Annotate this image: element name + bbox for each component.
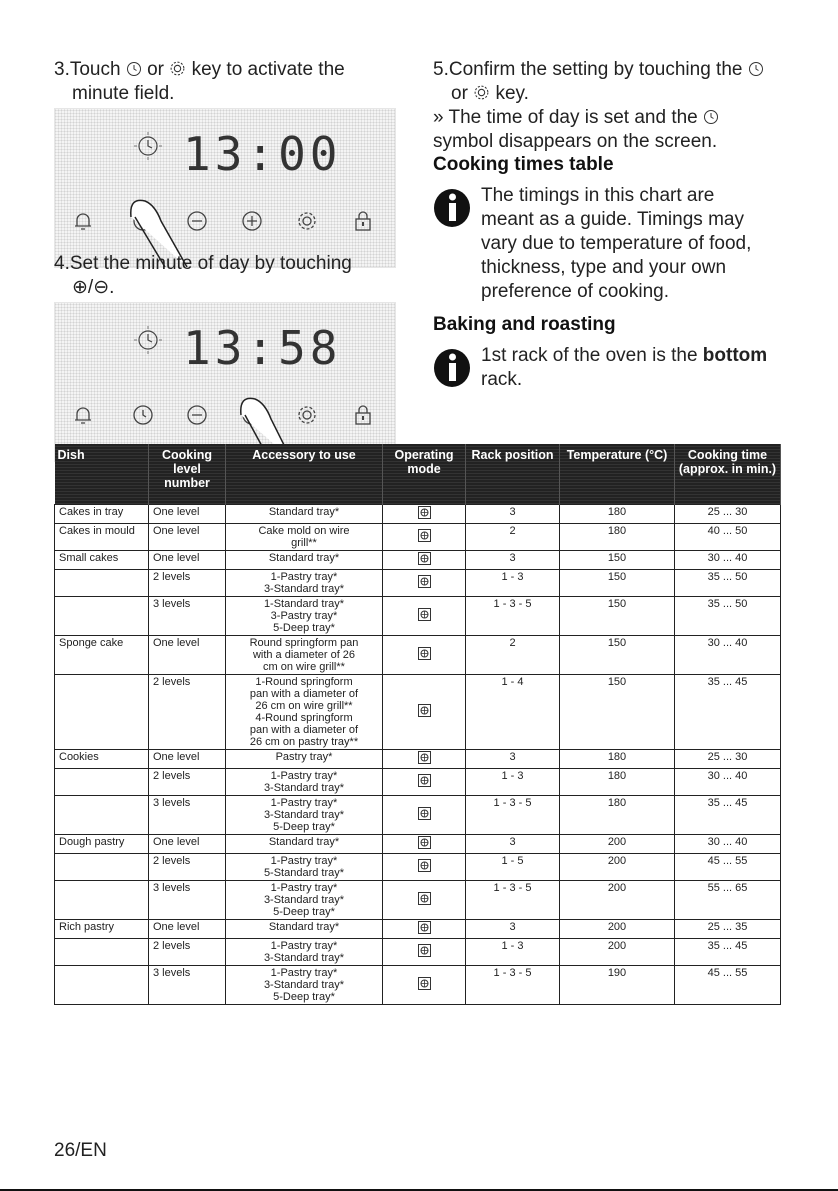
cell-mode <box>383 796 466 835</box>
info1-line: vary due to temperature of food, <box>481 233 752 254</box>
step3-text-b: or <box>147 59 165 80</box>
cell-time: 35 ... 50 <box>675 597 781 636</box>
cell-level: One level <box>149 835 226 854</box>
cell-time: 25 ... 30 <box>675 505 781 524</box>
table-row <box>55 835 781 854</box>
cell-mode <box>383 636 466 675</box>
step5-text-a: 5.Confirm the setting by touching the <box>433 59 743 80</box>
cell-mode <box>383 551 466 570</box>
minus-icon[interactable] <box>185 403 209 427</box>
accessory-line: Standard tray* <box>268 836 340 848</box>
fan-heating-mode-icon <box>418 892 431 905</box>
cell-time: 35 ... 45 <box>675 675 781 750</box>
fan-heating-mode-icon <box>418 575 431 588</box>
fan-heating-mode-icon <box>418 921 431 934</box>
cell-accessory <box>226 769 383 796</box>
cell-mode <box>383 835 466 854</box>
cell-level: 3 levels <box>149 796 226 835</box>
page-number: 26/EN <box>54 1140 107 1161</box>
clock-icon <box>133 131 163 161</box>
cell-dish: Small cakes <box>55 551 149 570</box>
cell-mode <box>383 966 466 1005</box>
cell-dish <box>55 966 149 1005</box>
accessory-line: 5-Deep tray* <box>273 991 335 1003</box>
table-row <box>55 551 781 570</box>
cell-accessory <box>226 636 383 675</box>
bell-icon[interactable] <box>71 403 95 427</box>
cell-dish <box>55 675 149 750</box>
cell-dish: Rich pastry <box>55 920 149 939</box>
cell-dish <box>55 570 149 597</box>
clock-icon <box>748 61 764 77</box>
fan-heating-mode-icon <box>418 751 431 764</box>
accessory-line: 1-Round springform <box>255 676 353 688</box>
cell-accessory <box>226 881 383 920</box>
fan-heating-mode-icon <box>418 704 431 717</box>
accessory-line: 1-Pastry tray* <box>270 882 338 894</box>
cell-rack: 1 - 5 <box>466 854 560 881</box>
cell-rack: 2 <box>466 524 560 551</box>
cell-rack: 1 - 3 - 5 <box>466 597 560 636</box>
info-note-2 <box>433 344 793 392</box>
cell-level: 3 levels <box>149 597 226 636</box>
cell-temperature: 150 <box>560 636 675 675</box>
cell-accessory <box>226 835 383 854</box>
cell-level: One level <box>149 551 226 570</box>
gear-key-icon[interactable] <box>295 209 319 233</box>
cell-mode <box>383 854 466 881</box>
accessory-line: 5-Deep tray* <box>273 622 335 634</box>
accessory-line: 3-Pastry tray* <box>270 610 338 622</box>
accessory-line: 5-Deep tray* <box>273 821 335 833</box>
cell-mode <box>383 505 466 524</box>
cell-accessory <box>226 750 383 769</box>
header-accessory: Accessory to use <box>226 444 383 505</box>
time-display: 13:58 <box>183 321 342 375</box>
accessory-line: Standard tray* <box>268 921 340 933</box>
cell-rack: 1 - 3 <box>466 570 560 597</box>
cell-rack: 1 - 3 - 5 <box>466 796 560 835</box>
accessory-line: 1-Standard tray* <box>263 598 345 610</box>
table-body <box>55 505 781 1005</box>
step-5 <box>433 58 793 106</box>
table-row <box>55 524 781 551</box>
header-level: Cooking level number <box>149 444 226 505</box>
cell-rack: 1 - 4 <box>466 675 560 750</box>
cell-level: One level <box>149 524 226 551</box>
cell-time: 55 ... 65 <box>675 881 781 920</box>
cell-dish: Cakes in tray <box>55 505 149 524</box>
control-keys <box>55 403 395 443</box>
accessory-line: 3-Standard tray* <box>263 952 345 964</box>
accessory-line: 3-Standard tray* <box>263 782 345 794</box>
accessory-line: 1-Pastry tray* <box>270 940 338 952</box>
cell-accessory <box>226 524 383 551</box>
info1-line: thickness, type and your own <box>481 257 727 278</box>
cell-temperature: 150 <box>560 597 675 636</box>
fan-heating-mode-icon <box>418 529 431 542</box>
cell-level: 3 levels <box>149 881 226 920</box>
cell-time: 25 ... 35 <box>675 920 781 939</box>
cell-temperature: 200 <box>560 854 675 881</box>
info1-line: The timings in this chart are <box>481 185 715 206</box>
step-3 <box>54 58 384 106</box>
gear-icon <box>473 84 490 101</box>
cell-accessory <box>226 570 383 597</box>
fan-heating-mode-icon <box>418 506 431 519</box>
cell-dish: Sponge cake <box>55 636 149 675</box>
cell-dish: Cakes in mould <box>55 524 149 551</box>
accessory-line: 3-Standard tray* <box>263 583 345 595</box>
cell-accessory <box>226 675 383 750</box>
step5-text-b: or <box>451 83 468 104</box>
clock-icon <box>126 61 142 77</box>
cell-dish <box>55 796 149 835</box>
cell-rack: 1 - 3 - 5 <box>466 881 560 920</box>
cell-accessory <box>226 597 383 636</box>
accessory-line: 1-Pastry tray* <box>270 855 338 867</box>
accessory-line: cm on wire grill** <box>263 661 345 673</box>
left-column <box>54 58 384 106</box>
cell-rack: 3 <box>466 750 560 769</box>
lock-icon[interactable] <box>351 403 375 427</box>
table-row <box>55 597 781 636</box>
cell-dish <box>55 939 149 966</box>
cell-dish: Cookies <box>55 750 149 769</box>
accessory-line: 1-Pastry tray* <box>270 797 338 809</box>
cell-level: One level <box>149 750 226 769</box>
cell-temperature: 200 <box>560 881 675 920</box>
fan-heating-mode-icon <box>418 552 431 565</box>
cell-rack: 3 <box>466 551 560 570</box>
cell-time: 30 ... 40 <box>675 769 781 796</box>
cell-temperature: 150 <box>560 551 675 570</box>
cell-rack: 2 <box>466 636 560 675</box>
cell-temperature: 150 <box>560 570 675 597</box>
step3-text-c: key to activate the <box>191 59 345 80</box>
table-row <box>55 966 781 1005</box>
cell-rack: 1 - 3 <box>466 769 560 796</box>
step5-text-e: symbol disappears on the screen. <box>433 131 718 152</box>
accessory-line: pan with a diameter of <box>249 724 359 736</box>
table-row <box>55 881 781 920</box>
cell-level: 2 levels <box>149 854 226 881</box>
cell-time: 35 ... 45 <box>675 939 781 966</box>
fan-heating-mode-icon <box>418 608 431 621</box>
cell-time: 40 ... 50 <box>675 524 781 551</box>
info-icon <box>433 188 471 228</box>
control-panel-display-2 <box>54 302 396 462</box>
cell-time: 25 ... 30 <box>675 750 781 769</box>
step4-text-a: 4.Set the minute of day by touching <box>54 253 352 274</box>
table-row <box>55 854 781 881</box>
cell-level: One level <box>149 505 226 524</box>
step3-text-d: minute field. <box>72 83 175 104</box>
accessory-line: 1-Pastry tray* <box>270 770 338 782</box>
info-note-1 <box>433 184 793 304</box>
step3-text-a: 3.Touch <box>54 59 121 80</box>
table-row <box>55 920 781 939</box>
accessory-line: 3-Standard tray* <box>263 809 345 821</box>
cell-mode <box>383 881 466 920</box>
table-row <box>55 505 781 524</box>
info2-text-bold: bottom <box>702 345 768 366</box>
cooking-times-title: Cooking times table <box>433 154 614 175</box>
cell-temperature: 200 <box>560 920 675 939</box>
baking-title: Baking and roasting <box>433 314 616 335</box>
cell-mode <box>383 597 466 636</box>
right-column <box>433 58 793 392</box>
cell-level: One level <box>149 636 226 675</box>
accessory-line: 4-Round springform <box>255 712 353 724</box>
cell-temperature: 190 <box>560 966 675 1005</box>
cell-time: 30 ... 40 <box>675 551 781 570</box>
accessory-line: 3-Standard tray* <box>263 894 345 906</box>
time-display: 13:00 <box>183 127 342 181</box>
header-time: Cooking time (approx. in min.) <box>675 444 781 505</box>
cell-time: 45 ... 55 <box>675 854 781 881</box>
cell-temperature: 180 <box>560 796 675 835</box>
table-row <box>55 796 781 835</box>
cell-accessory <box>226 939 383 966</box>
cell-level: 3 levels <box>149 966 226 1005</box>
cell-level: 2 levels <box>149 769 226 796</box>
bell-icon[interactable] <box>71 209 95 233</box>
cell-temperature: 180 <box>560 750 675 769</box>
cell-mode <box>383 920 466 939</box>
table-row <box>55 769 781 796</box>
step5-text-c: key. <box>495 83 529 104</box>
info2-text-a: 1st rack of the oven is the <box>481 345 698 366</box>
accessory-line: Standard tray* <box>268 506 340 518</box>
cell-rack: 3 <box>466 505 560 524</box>
cell-rack: 3 <box>466 835 560 854</box>
accessory-line: 5-Deep tray* <box>273 906 335 918</box>
gear-icon <box>169 60 186 77</box>
lock-icon[interactable] <box>351 209 375 233</box>
cell-level: 2 levels <box>149 939 226 966</box>
cooking-times-table <box>54 444 780 1005</box>
clock-icon <box>703 109 719 125</box>
cell-time: 35 ... 45 <box>675 796 781 835</box>
accessory-line: Standard tray* <box>268 552 340 564</box>
cell-dish <box>55 597 149 636</box>
cell-temperature: 180 <box>560 524 675 551</box>
accessory-line: pan with a diameter of <box>249 688 359 700</box>
accessory-line: Round springform pan <box>249 637 359 649</box>
cell-level: 2 levels <box>149 675 226 750</box>
accessory-line: 1-Pastry tray* <box>270 967 338 979</box>
info2-text-c: rack. <box>481 369 523 390</box>
accessory-line: 26 cm on wire grill** <box>255 700 353 712</box>
info1-line: preference of cooking. <box>481 281 670 302</box>
step-5-result <box>433 106 793 154</box>
plus-icon[interactable] <box>240 209 264 233</box>
fan-heating-mode-icon <box>418 774 431 787</box>
cell-dish <box>55 881 149 920</box>
cell-rack: 3 <box>466 920 560 939</box>
accessory-line: 3-Standard tray* <box>263 979 345 991</box>
cell-temperature: 180 <box>560 769 675 796</box>
header-temperature: Temperature (°C) <box>560 444 675 505</box>
accessory-line: with a diameter of 26 <box>252 649 356 661</box>
cell-level: One level <box>149 920 226 939</box>
cell-temperature: 200 <box>560 835 675 854</box>
table-header-row <box>55 444 781 505</box>
cell-temperature: 180 <box>560 505 675 524</box>
clock-key-icon[interactable] <box>131 403 155 427</box>
header-mode: Operating mode <box>383 444 466 505</box>
fan-heating-mode-icon <box>418 807 431 820</box>
cell-dish: Dough pastry <box>55 835 149 854</box>
info-icon <box>433 348 471 388</box>
table-row <box>55 636 781 675</box>
table-row <box>55 939 781 966</box>
cell-accessory <box>226 920 383 939</box>
cell-mode <box>383 675 466 750</box>
table-row <box>55 750 781 769</box>
cell-accessory <box>226 966 383 1005</box>
control-keys <box>55 209 395 249</box>
cell-level: 2 levels <box>149 570 226 597</box>
step-4 <box>54 252 384 300</box>
info1-line: meant as a guide. Timings may <box>481 209 744 230</box>
cell-mode <box>383 769 466 796</box>
accessory-line: 26 cm on pastry tray** <box>249 736 359 748</box>
fan-heating-mode-icon <box>418 859 431 872</box>
fan-heating-mode-icon <box>418 944 431 957</box>
step5-text-d: » The time of day is set and the <box>433 107 698 128</box>
accessory-line: 5-Standard tray* <box>263 867 345 879</box>
cell-mode <box>383 570 466 597</box>
accessory-line: Cake mold on wire <box>258 525 350 537</box>
accessory-line: 1-Pastry tray* <box>270 571 338 583</box>
cell-mode <box>383 750 466 769</box>
cell-time: 30 ... 40 <box>675 636 781 675</box>
cell-mode <box>383 524 466 551</box>
cell-accessory <box>226 796 383 835</box>
cell-temperature: 200 <box>560 939 675 966</box>
cell-accessory <box>226 551 383 570</box>
cell-time: 35 ... 50 <box>675 570 781 597</box>
fan-heating-mode-icon <box>418 836 431 849</box>
fan-heating-mode-icon <box>418 647 431 660</box>
cell-dish <box>55 854 149 881</box>
cell-rack: 1 - 3 - 5 <box>466 966 560 1005</box>
fan-heating-mode-icon <box>418 977 431 990</box>
header-rack: Rack position <box>466 444 560 505</box>
cell-dish <box>55 769 149 796</box>
cell-rack: 1 - 3 <box>466 939 560 966</box>
cell-time: 30 ... 40 <box>675 835 781 854</box>
table-row <box>55 570 781 597</box>
cell-accessory <box>226 505 383 524</box>
cell-temperature: 150 <box>560 675 675 750</box>
step4-text-b: ⊕/⊖. <box>72 277 115 298</box>
cell-time: 45 ... 55 <box>675 966 781 1005</box>
cell-mode <box>383 939 466 966</box>
control-panel-display-1 <box>54 108 396 268</box>
header-dish: Dish <box>55 444 149 505</box>
accessory-line: Pastry tray* <box>275 751 333 763</box>
clock-icon <box>133 325 163 355</box>
cell-accessory <box>226 854 383 881</box>
accessory-line: grill** <box>291 537 317 549</box>
table-row <box>55 675 781 750</box>
